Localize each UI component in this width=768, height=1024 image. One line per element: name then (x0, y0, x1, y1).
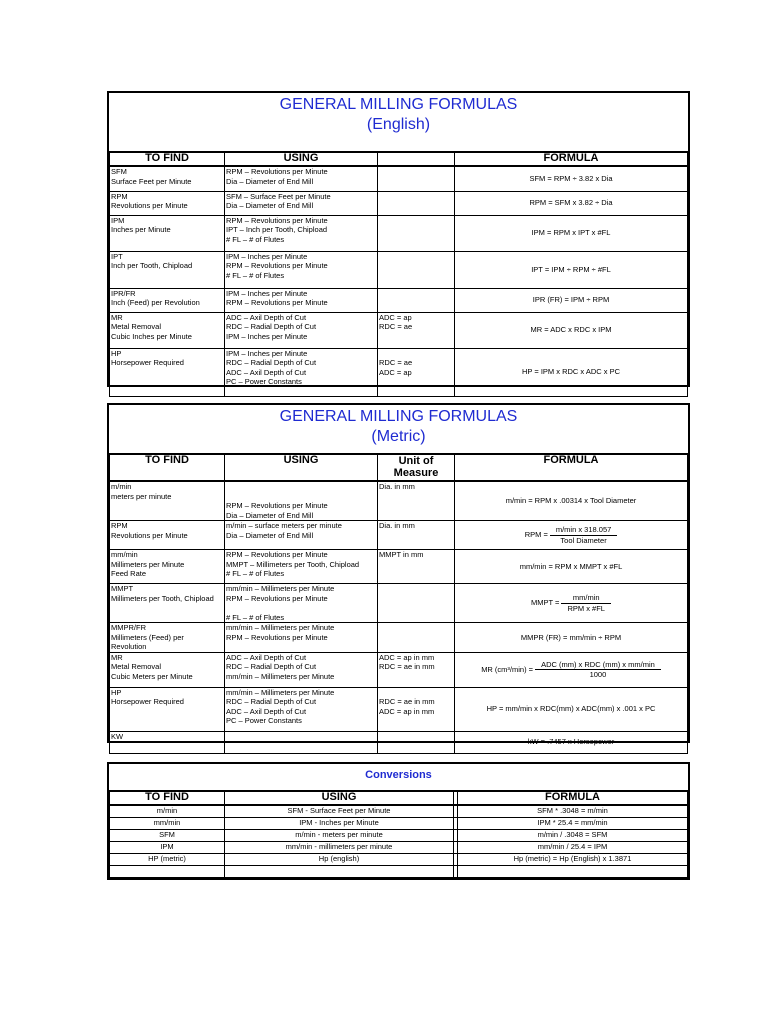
to-find-cell (110, 312, 225, 348)
unit-cell (378, 251, 455, 288)
unit-cell-line: MMPT in mm (379, 550, 424, 559)
table-row (110, 215, 688, 251)
to-find-cell-line: Metal Removal (111, 662, 162, 671)
to-find-cell-line: m/min (111, 482, 132, 491)
to-find-cell-line: Revolution (111, 642, 147, 651)
using-cell (225, 191, 378, 215)
using-cell-line: RPM – Revolutions per Minute (226, 501, 328, 510)
header-using: USING (225, 152, 378, 167)
using-cell (225, 521, 378, 550)
using-cell-line: RPM – Revolutions per Minute (226, 298, 328, 307)
using-cell: Hp (english) (225, 853, 454, 865)
using-cell-line: RPM – Revolutions per Minute (226, 593, 328, 603)
to-find-cell-line: mm/min (111, 550, 138, 559)
header-using: USING (225, 454, 378, 482)
table-row (110, 288, 688, 312)
to-find-cell (110, 166, 225, 191)
formula-lhs: RPM = (524, 530, 548, 540)
to-find-cell (110, 584, 225, 623)
formula-lhs: MMPT = (531, 598, 560, 608)
formula-fraction (535, 660, 661, 680)
to-find-cell-line: MR (111, 652, 123, 662)
formula-cell: m/min / .3048 = SFM (458, 829, 688, 841)
using-cell-line: # FL – # of Flutes (226, 270, 285, 280)
unit-cell (378, 348, 455, 396)
using-cell-line: IPM – Inches per Minute (226, 331, 308, 341)
using-cell-line: ADC – Axil Depth of Cut (226, 706, 307, 716)
using-cell-line: # FL – # of Flutes (226, 234, 285, 244)
using-cell-line: ADC – Axil Depth of Cut (226, 367, 307, 377)
using-cell-line: MMPT – Millimeters per Tooth, Chipload (226, 559, 360, 569)
to-find-cell-line: meters per minute (111, 491, 172, 501)
unit-cell (378, 731, 455, 753)
unit-cell (378, 312, 455, 348)
formula-text: MR = ADC x RDC x IPM (530, 325, 612, 335)
using-cell (225, 652, 378, 687)
using-cell-line: Dia – Diameter of End Mill (226, 201, 314, 210)
to-find-cell-line: Inch per Tooth, Chipload (111, 261, 193, 270)
formula-text: kW = .7457 x Horsepower (527, 737, 615, 747)
to-find-cell-line: Inches per Minute (111, 225, 171, 234)
formula-cell: Hp (metric) = Hp (English) x 1.3871 (458, 853, 688, 865)
to-find-cell-line: RPM (111, 521, 128, 530)
unit-cell-line: RDC = ae in mm (379, 697, 435, 706)
formula-cell (455, 623, 688, 653)
formula-cell (455, 312, 688, 348)
using-cell-line (226, 482, 376, 492)
to-find-cell (110, 481, 225, 521)
header-to-find: TO FIND (110, 791, 225, 806)
table-row (110, 817, 688, 829)
using-cell-line: RPM – Revolutions per Minute (226, 632, 328, 642)
formula-cell: mm/min / 25.4 = IPM (458, 841, 688, 853)
formula-lhs: MR (cm³/min) = (481, 664, 534, 674)
formula-text: IPM = RPM x IPT x #FL (531, 228, 611, 238)
unit-of-measure-label: Unit of Measure (393, 455, 439, 479)
formula-cell (455, 481, 688, 521)
formula-cell (455, 652, 688, 687)
unit-cell-line (379, 349, 453, 359)
using-cell-line: SFM – Surface Feet per Minute (226, 191, 331, 201)
formula-text: SFM = RPM ÷ 3.82 x Dia (529, 174, 613, 183)
table-row (110, 481, 688, 521)
formula-cell (455, 288, 688, 312)
unit-cell (378, 521, 455, 550)
formula-cell (455, 687, 688, 731)
english-header-row (110, 152, 688, 167)
to-find-cell-line: MMPR/FR (111, 623, 146, 632)
to-find-cell-line: IPM (111, 215, 125, 225)
metric-title-box (109, 405, 688, 455)
formula-text: MMPR (FR) = mm/min ÷ RPM (520, 632, 622, 642)
to-find-cell-line: Horsepower Required (111, 697, 184, 706)
formula-cell (455, 215, 688, 251)
to-find-cell-line: MR (111, 312, 123, 322)
using-cell: m/min - meters per minute (225, 829, 454, 841)
to-find-cell-line: Inch (Feed) per Revolution (111, 298, 200, 307)
to-find-cell (110, 251, 225, 288)
formula-cell: SFM * .3048 = m/min (458, 805, 688, 817)
formula-text: HP = mm/min x RDC(mm) x ADC(mm) x .001 x PC (486, 704, 656, 714)
metric-table (109, 453, 688, 754)
to-find-cell-line: Revolutions per Minute (111, 201, 188, 210)
unit-cell-line: RDC = ae in mm (379, 662, 435, 671)
using-cell-line: IPM – Inches per Minute (226, 251, 308, 261)
using-cell-line: RDC – Radial Depth of Cut (226, 662, 317, 671)
header-to-find: TO FIND (110, 152, 225, 167)
to-find-cell (110, 348, 225, 396)
header-unit-of-measure (378, 454, 455, 482)
unit-cell (378, 623, 455, 653)
unit-cell-line (379, 688, 453, 698)
unit-cell-line: ADC = ap in mm (379, 706, 435, 716)
unit-cell (378, 215, 455, 251)
using-cell (225, 865, 454, 877)
table-row (110, 191, 688, 215)
formula-numerator: ADC (mm) x RDC (mm) x mm/min (535, 660, 661, 671)
to-find-cell: HP (metric) (110, 853, 225, 865)
to-find-cell-line: Cubic Meters per Minute (111, 671, 193, 681)
unit-cell-line: ADC = ap (379, 312, 412, 322)
table-row (110, 687, 688, 731)
using-cell-line: RDC – Radial Depth of Cut (226, 358, 317, 367)
unit-cell (378, 550, 455, 584)
using-cell (225, 550, 378, 584)
unit-cell-line: RDC = ae (379, 358, 413, 367)
using-cell (225, 481, 378, 521)
unit-cell (378, 288, 455, 312)
conversions-title: Conversions (365, 769, 432, 781)
formula-cell (455, 166, 688, 191)
english-title-box (109, 93, 688, 153)
using-cell: IPM - Inches per Minute (225, 817, 454, 829)
to-find-cell-line: Metal Removal (111, 322, 162, 331)
table-row (110, 805, 688, 817)
unit-cell-line: ADC = ap (379, 367, 412, 377)
english-title: GENERAL MILLING FORMULAS (279, 96, 518, 113)
to-find-cell (110, 288, 225, 312)
to-find-cell (110, 652, 225, 687)
formula-denominator: 1000 (589, 670, 607, 679)
formula-numerator: m/min x 318.057 (550, 525, 617, 536)
table-row (110, 521, 688, 550)
unit-cell-line: RDC = ae (379, 322, 413, 331)
table-row (110, 584, 688, 623)
using-cell-line: IPM – Inches per Minute (226, 348, 308, 358)
formula-text: RPM = SFM x 3.82 ÷ Dia (529, 198, 613, 208)
formula-text: HP = IPM x RDC x ADC x PC (521, 367, 620, 377)
unit-cell (378, 652, 455, 687)
formula-denominator: Tool Diameter (560, 535, 607, 545)
formula-text: IPT = IPM ÷ RPM ÷ #FL (531, 264, 611, 274)
using-cell (225, 623, 378, 653)
to-find-cell-line: Cubic Inches per Minute (111, 331, 192, 341)
using-cell-line: PC – Power Constants (226, 716, 302, 725)
using-cell-line: RDC – Radial Depth of Cut (226, 697, 317, 706)
to-find-cell-line: IPT (111, 251, 123, 261)
using-cell-line: Dia – Diameter of End Mill (226, 530, 314, 540)
using-cell-line: IPT – Inch per Tooth, Chipload (226, 225, 328, 234)
using-cell (225, 731, 378, 753)
formula-cell (455, 584, 688, 623)
conversions-section (107, 762, 690, 880)
english-table (109, 151, 688, 397)
to-find-cell-line: Horsepower Required (111, 358, 184, 367)
formula-cell: IPM * 25.4 = mm/min (458, 817, 688, 829)
using-cell (225, 288, 378, 312)
english-subtitle: (English) (366, 116, 431, 133)
conversions-title-box (109, 764, 688, 792)
using-cell-line (226, 603, 376, 613)
formula-text: m/min = RPM x .00314 x Tool Diameter (505, 496, 637, 506)
unit-cell (378, 481, 455, 521)
table-row (110, 829, 688, 841)
to-find-cell-line: MMPT (111, 584, 134, 593)
formula-cell (455, 521, 688, 550)
using-cell-line: ADC – Axil Depth of Cut (226, 312, 307, 322)
table-row (110, 731, 688, 753)
metric-header-row (110, 454, 688, 482)
formula-fraction (561, 593, 611, 613)
to-find-cell (110, 215, 225, 251)
using-cell (225, 584, 378, 623)
header-using: USING (225, 791, 454, 806)
using-cell (225, 312, 378, 348)
using-cell-line: RPM – Revolutions per Minute (226, 167, 328, 176)
metric-title: GENERAL MILLING FORMULAS (279, 408, 518, 425)
unit-cell (378, 191, 455, 215)
using-cell-line (226, 492, 376, 502)
using-cell-line: # FL – # of Flutes (226, 612, 285, 622)
table-row (110, 251, 688, 288)
formula-cell (455, 251, 688, 288)
to-find-cell-line: Millimeters per Tooth, Chipload (111, 593, 214, 603)
unit-cell-line: ADC = ap in mm (379, 652, 435, 662)
formula-cell (455, 191, 688, 215)
to-find-cell-line: Millimeters (Feed) per (111, 632, 184, 642)
to-find-cell-line: IPR/FR (111, 288, 136, 298)
formula-cell (458, 865, 688, 877)
using-cell-line: mm/min – Millimeters per Minute (226, 687, 335, 697)
unit-cell (378, 584, 455, 623)
using-cell: mm/min - millimeters per minute (225, 841, 454, 853)
using-cell-line: mm/min – Millimeters per Minute (226, 623, 335, 632)
header-formula: FORMULA (455, 454, 688, 482)
using-cell (225, 687, 378, 731)
formula-text: IPR (FR) = IPM ÷ RPM (532, 295, 610, 305)
to-find-cell-line: RPM (111, 191, 128, 201)
to-find-cell-line: KW (111, 731, 124, 741)
using-cell-line: RPM – Revolutions per Minute (226, 261, 328, 270)
conversions-header-row (110, 791, 688, 806)
table-row (110, 652, 688, 687)
to-find-cell (110, 191, 225, 215)
to-find-cell-line: HP (111, 687, 122, 697)
table-row (110, 312, 688, 348)
header-to-find: TO FIND (110, 454, 225, 482)
formula-text: mm/min = RPM x MMPT x #FL (519, 561, 623, 571)
formula-cell (455, 348, 688, 396)
using-cell-line: m/min – surface meters per minute (226, 521, 342, 530)
to-find-cell (110, 623, 225, 653)
table-row (110, 550, 688, 584)
using-cell (225, 251, 378, 288)
unit-cell (378, 687, 455, 731)
metric-formulas-section (107, 403, 690, 747)
using-cell-line: RPM – Revolutions per Minute (226, 215, 328, 225)
using-cell-line: # FL – # of Flutes (226, 569, 285, 578)
formula-denominator: RPM x #FL (567, 603, 605, 613)
header-formula: FORMULA (458, 791, 688, 806)
using-cell-line: PC – Power Constants (226, 377, 302, 386)
using-cell (225, 166, 378, 191)
to-find-cell (110, 521, 225, 550)
using-cell-line: RPM – Revolutions per Minute (226, 550, 328, 559)
unit-cell (378, 166, 455, 191)
using-cell-line: Dia – Diameter of End Mill (226, 510, 314, 520)
using-cell-line: RDC – Radial Depth of Cut (226, 322, 317, 331)
header-formula: FORMULA (455, 152, 688, 167)
table-row (110, 623, 688, 653)
formula-numerator: mm/min (561, 593, 611, 604)
to-find-cell: m/min (110, 805, 225, 817)
table-row (110, 348, 688, 396)
using-cell-line: mm/min – Millimeters per Minute (226, 584, 335, 593)
english-formulas-section (107, 91, 690, 387)
to-find-cell (110, 550, 225, 584)
to-find-cell-line: Feed Rate (111, 569, 147, 578)
to-find-cell (110, 731, 225, 753)
to-find-cell-line: Surface Feet per Minute (111, 176, 192, 186)
table-row (110, 853, 688, 865)
unit-cell-line: Dia. in mm (379, 521, 415, 530)
table-row (110, 166, 688, 191)
using-cell (225, 348, 378, 396)
to-find-cell: SFM (110, 829, 225, 841)
using-cell-line: Dia – Diameter of End Mill (226, 176, 314, 186)
to-find-cell-line: Millimeters per Minute (111, 559, 185, 569)
using-cell: SFM - Surface Feet per Minute (225, 805, 454, 817)
to-find-cell-line: HP (111, 348, 122, 358)
using-cell-line: IPM – Inches per Minute (226, 288, 308, 298)
header-unit (378, 152, 455, 167)
table-row (110, 865, 688, 877)
to-find-cell-line: SFM (111, 167, 127, 176)
conversions-table (109, 790, 688, 878)
formula-cell (455, 550, 688, 584)
formula-cell (455, 731, 688, 753)
to-find-cell (110, 865, 225, 877)
unit-cell-line: Dia. in mm (379, 482, 415, 491)
using-cell (225, 215, 378, 251)
to-find-cell: IPM (110, 841, 225, 853)
metric-subtitle: (Metric) (371, 428, 426, 445)
using-cell-line: mm/min – Millimeters per Minute (226, 671, 335, 681)
table-row (110, 841, 688, 853)
using-cell-line: ADC – Axil Depth of Cut (226, 652, 307, 662)
to-find-cell: mm/min (110, 817, 225, 829)
to-find-cell-line: Revolutions per Minute (111, 530, 188, 540)
to-find-cell (110, 687, 225, 731)
formula-fraction (550, 525, 617, 545)
